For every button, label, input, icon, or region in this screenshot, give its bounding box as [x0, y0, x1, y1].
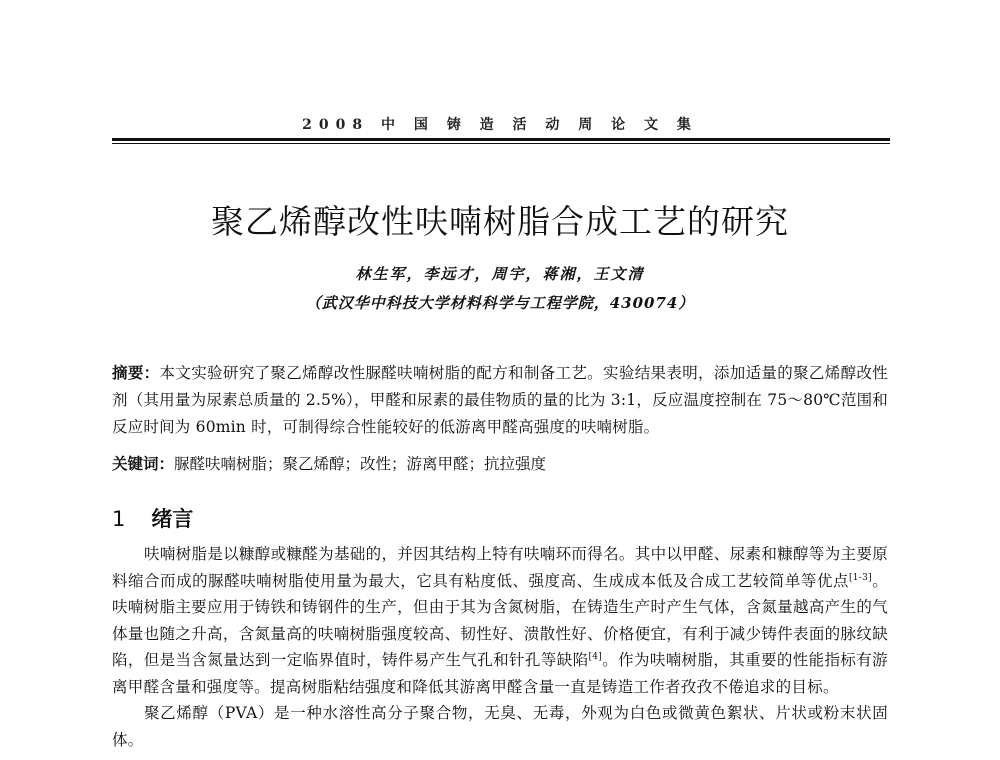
abstract-label: 摘要：	[112, 363, 160, 382]
section-number: 1	[112, 507, 126, 531]
paragraph-text: 。作为呋喃树脂，其重要的性能指标有游离甲醛含量和强度等。提高树脂粘结强度和降低其游离甲醛含量一直是铸造工作者孜孜不倦追求的目标。	[112, 651, 888, 696]
section-title: 绪言	[151, 507, 194, 531]
header-rule-thick	[112, 138, 890, 141]
paragraph	[112, 541, 888, 700]
author-list: 林生军，李远才，周宇，蒋湘，王文清	[355, 265, 645, 283]
paragraph-text: 呋喃树脂是以糠醇或糠醛为基础的，并因其结构上特有呋喃环而得名。其中以甲醛、尿素和糠醇等为主要原料缩合而成的脲醛呋喃树脂使用量为最大，它具有粘度低、强度高、生成成本低及合成工艺较简单等优点	[112, 545, 888, 590]
section-body	[112, 541, 888, 753]
keywords-text: 脲醛呋喃树脂；聚乙烯醇；改性；游离甲醛；抗拉强度	[174, 455, 547, 473]
citation: [4]	[588, 651, 603, 662]
citation: [1-3]	[848, 572, 872, 583]
keywords	[112, 450, 888, 478]
abstract	[112, 359, 888, 441]
paper-title: 聚乙烯醇改性呋喃树脂合成工艺的研究	[211, 202, 789, 241]
running-header: 2008 中 国 铸 造 活 动 周 论 文 集	[302, 117, 698, 133]
abstract-text: 本文实验研究了聚乙烯醇改性脲醛呋喃树脂的配方和制备工艺。实验结果表明，添加适量的聚乙烯醇改性剂（其用量为尿素总质量的 2.5%），甲醛和尿素的最佳物质的量的比为 3:1，反应温度控制在 75～80℃范围和反应时间为 60min 时，可制得综合性能较好的低游离甲醛高强度的呋喃树脂。	[112, 364, 888, 436]
paragraph-text: 。呋喃树脂主要应用于铸铁和铸钢件的生产，但由于其为含氮树脂，在铸造生产时产生气体，含氮量越高产生的气体量也随之升高，含氮量高的呋喃树脂强度较高、韧性好、溃散性好、价格便宜，有利于减少铸件表面的脉纹缺陷，但是当含氮量达到一定临界值时，铸件易产生气孔和针孔等缺陷	[112, 571, 888, 669]
keywords-label: 关键词：	[112, 454, 175, 473]
section-heading	[112, 503, 193, 533]
header-rule-thin	[112, 143, 890, 144]
paragraph: 聚乙烯醇（PVA）是一种水溶性高分子聚合物，无臭、无毒，外观为白色或微黄色絮状、片状或粉末状固体。	[112, 704, 888, 749]
affiliation: （武汉华中科技大学材料科学与工程学院，430074）	[305, 294, 695, 312]
